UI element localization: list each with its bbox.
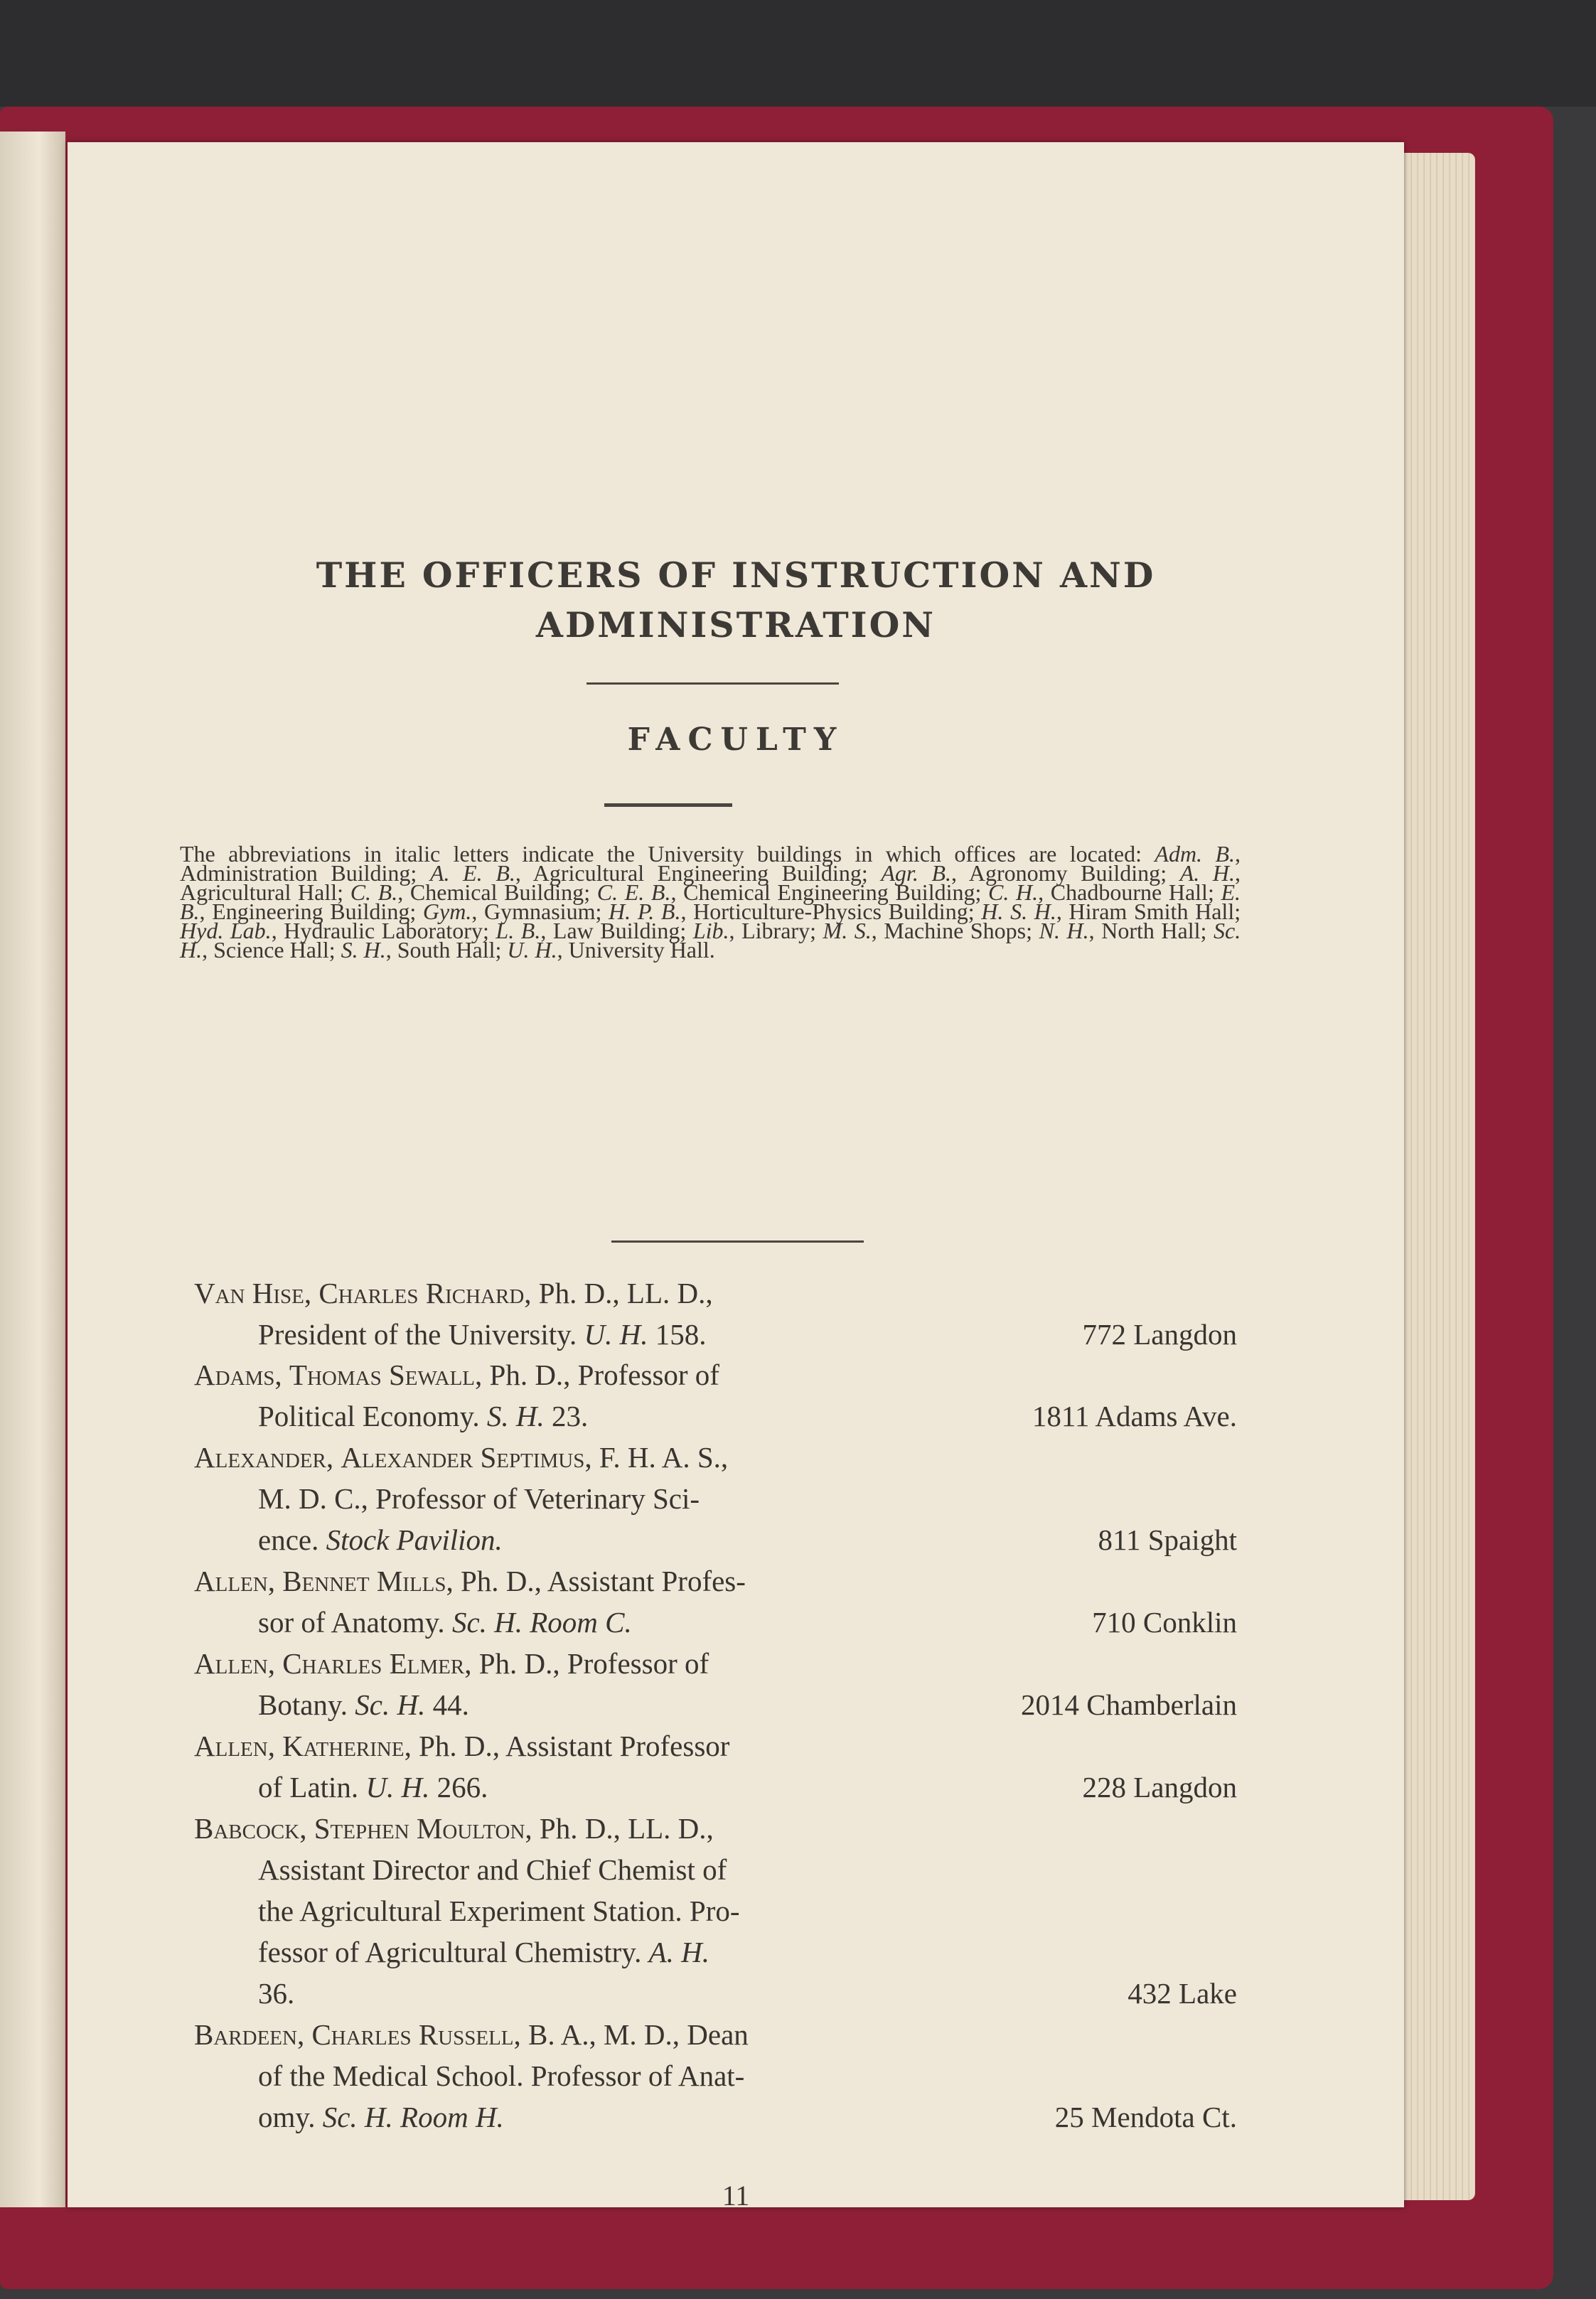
building-name: Gymnasium (484, 899, 596, 924)
intro-text: The abbreviations in italic letters indicate the University buildings in which offices are located: (180, 841, 1142, 867)
building-abbr: C. B. (350, 879, 398, 905)
surname: Allen (194, 1730, 268, 1762)
entry-text: omy. (258, 2101, 316, 2133)
office-building: A. H. (648, 1936, 710, 1968)
office-room: 44. (432, 1688, 469, 1721)
entry-text: ence. (258, 1523, 319, 1556)
office-building: Stock Pavilion. (326, 1523, 503, 1556)
building-name: Agronomy Building (968, 860, 1161, 886)
given-names: Thomas Sewall (289, 1358, 476, 1391)
surname: Allen (194, 1647, 268, 1680)
section-heading: FACULTY (627, 722, 845, 758)
building-name: Hiram Smith Hall (1069, 899, 1235, 924)
page-block-edges (1393, 153, 1475, 2200)
home-address: 1811 Adams Ave. (1032, 1400, 1237, 1432)
entry-text: of the Medical School. Professor of Anat- (258, 2059, 745, 2092)
surname: Allen (194, 1565, 268, 1597)
home-address: 2014 Chamberlain (1020, 1688, 1237, 1721)
entry-text: Political Economy. (258, 1400, 480, 1432)
building-abbr: S. H. (341, 937, 386, 963)
building-abbr: Adm. B. (1155, 841, 1235, 867)
building-abbr: L. B. (496, 918, 541, 943)
given-names: Katherine (282, 1730, 405, 1762)
building-abbr: A. H. (1179, 860, 1236, 886)
divider-rule-short (604, 803, 732, 807)
degrees-and-title: , B. A., M. D., Dean (513, 2018, 749, 2051)
office-building: U. H. (584, 1318, 648, 1351)
background-shadow (0, 0, 1596, 107)
given-names: Bennet Mills (282, 1565, 446, 1597)
page-number: 11 (722, 2180, 750, 2212)
building-name: Agricultural Hall (180, 879, 338, 905)
building-abbr: C. H. (988, 879, 1039, 905)
entry-text: of Latin. (258, 1771, 359, 1804)
office-room: 23. (551, 1400, 589, 1432)
given-names: Charles Richard (318, 1277, 525, 1309)
surname: Van Hise (194, 1277, 304, 1309)
building-name: Library (741, 918, 810, 943)
surname: Alexander (194, 1441, 326, 1474)
building-name: Law Building (552, 918, 680, 943)
office-room: 158. (655, 1318, 707, 1351)
home-address: 710 Conklin (1092, 1606, 1237, 1639)
office-building: Sc. H. Room H. (322, 2101, 504, 2133)
building-name: Horticulture-Physics Building (693, 899, 968, 924)
given-names: Stephen Moulton (314, 1812, 525, 1845)
divider-rule (587, 682, 839, 685)
building-name: Chemical Engineering Building (683, 879, 975, 905)
divider-rule (611, 1240, 864, 1243)
building-abbr: Sc. H. (180, 918, 1241, 963)
building-name: Chadbourne Hall (1050, 879, 1208, 905)
home-address: 25 Mendota Ct. (1054, 2101, 1237, 2133)
entry-text: Assistant Director and Chief Chemist of (258, 1853, 727, 1886)
degrees-and-title: , Ph. D., LL. D., (525, 1812, 714, 1845)
entry-text: Botany. (258, 1688, 348, 1721)
book-page: THE OFFICERS OF INSTRUCTION AND ADMINISTRATION FACULTY The abbreviations in italic letters indicate the University buildings in which offices are located: Adm. B., Administration Building; A. E. B., Agricultural Engineering Building; Agr. B., Agronomy Building; A. H., Agricultural Hall; C. B., Chemical Building; C. E. B., Chemical Engineering Building; C. H., Chadbourne Hall; E. B., Engineering Building; Gym., Gymnasium; H. P. B., Horticulture-Physics Building; H. S. H., Hiram Smith Hall; Hyd. Lab., Hydraulic Laboratory; L. B., Law Building; Lib., Library; M. S., Machine Shops; N. H., North Hall; Sc. H., Science Hall; S. H., South Hall; U. H., University Hall. Van Hise, Charles Richard, Ph. D., LL. D., President of the University. U. H. 158. 772 Langdon Adams, Thomas Sewall, Ph. D., Professor of Political Economy. S. H. 23. 1811 Adams Ave. Alexander, Alexander Septimus, F. H. A. S., M. D. C., Professor of Veterinary Sci- ence. Stock Pavilion. 811 Spaight Allen, Bennet Mills, Ph. D., Assistant Profes- sor of Anatomy. Sc. H. Room C. 710 Conklin Allen, Charles Elmer, Ph. D., Professor of Botany. Sc. H. 44. 2014 Chamberlain Allen, Katherine, Ph. D., Assistant Professor of Latin. U. H. 266. 228 Langdon Babcock, Stephen Moulton, Ph. D., LL. D., Assistant Director and Chief Chemist of the Agricultural Experiment Station. Pro- fessor of Agricultural Chemistry. A. H. 36. 432 Lake Bardeen, Charles Russell, B. A., M. D., Dean of the Medical School. Professor of Anat- omy. Sc. H. Room H. 25 Mendota Ct. 11 (68, 142, 1404, 2207)
home-address: 228 Langdon (1082, 1771, 1237, 1804)
building-name: Agricultural Engineering Building (532, 860, 862, 886)
degrees-and-title: , Ph. D., Assistant Professor (404, 1730, 730, 1762)
building-name: Hydraulic Laboratory (284, 918, 483, 943)
buildings-list: Adm. B., Administration Building; A. E. B., Agricultural Engineering Building; Agr. B., Agronomy Building; A. H., Agricultural Hall; C. B., Chemical Building; C. E. B., Chemical Engineering Building; C. H., Chadbourne Hall; E. B., Engineering Building; Gym., Gymnasium; H. P. B., Horticulture-Physics Building; H. S. H., Hiram Smith Hall; Hyd. Lab., Hydraulic Laboratory; L. B., Law Building; Lib., Library; M. S., Machine Shops; N. H., North Hall; Sc. H., Science Hall; S. H., South Hall; U. H., University Hall. (180, 841, 1241, 963)
building-abbr: Gym. (422, 899, 472, 924)
building-abbr: H. S. H. (981, 899, 1056, 924)
building-name: North Hall (1101, 918, 1201, 943)
building-name: Science Hall (213, 937, 329, 963)
office-building: U. H. (365, 1771, 430, 1804)
office-building: S. H. (486, 1400, 545, 1432)
home-address: 772 Langdon (1082, 1318, 1237, 1351)
building-name: University Hall (568, 937, 709, 963)
building-abbr: Hyd. Lab. (180, 918, 272, 943)
building-name: Administration Building (180, 860, 411, 886)
given-names: Charles Russell (311, 2018, 514, 2051)
surname: Adams (194, 1358, 275, 1391)
home-address: 432 Lake (1128, 1977, 1237, 2010)
building-abbr: C. E. B. (596, 879, 671, 905)
home-address: 811 Spaight (1098, 1523, 1237, 1556)
given-names: Charles Elmer (282, 1647, 465, 1680)
left-page-edge (0, 132, 65, 2207)
position: President of the University. (258, 1318, 577, 1351)
degrees-and-title: , Ph. D., Professor of (475, 1358, 719, 1391)
building-name: Engineering Building (212, 899, 410, 924)
entry-text: fessor of Agricultural Chemistry. (258, 1936, 642, 1968)
building-abbr: E. B. (180, 879, 1241, 924)
entry-text: the Agricultural Experiment Station. Pro- (258, 1895, 740, 1927)
building-name: South Hall (397, 937, 496, 963)
building-abbr: M. S. (823, 918, 872, 943)
building-abbr: N. H. (1039, 918, 1089, 943)
degrees-and-title: , F. H. A. S., (584, 1441, 729, 1474)
office-room: 266. (437, 1771, 488, 1804)
building-abbr: Agr. B. (881, 860, 951, 886)
building-abbr: H. P. B. (609, 899, 681, 924)
building-abbr: U. H. (507, 937, 557, 963)
surname: Bardeen (194, 2018, 297, 2051)
page-title-line2: ADMINISTRATION (535, 604, 936, 645)
degrees-and-title: , Ph. D., Assistant Profes- (446, 1565, 746, 1597)
degrees-and-title: , Ph. D., Professor of (464, 1647, 709, 1680)
office-building: Sc. H. Room C. (451, 1606, 632, 1639)
entry-text: 36. (258, 1977, 295, 2010)
degrees: , Ph. D., LL. D., (524, 1277, 713, 1309)
building-abbr: A. E. B. (429, 860, 515, 886)
office-building: Sc. H. (355, 1688, 426, 1721)
building-name: Machine Shops (884, 918, 1027, 943)
surname: Babcock (194, 1812, 300, 1845)
entry-text: sor of Anatomy. (258, 1606, 445, 1639)
abbreviations-paragraph (180, 841, 1241, 963)
building-abbr: Lib. (692, 918, 729, 943)
given-names: Alexander Septimus (341, 1441, 585, 1474)
building-name: Chemical Building (409, 879, 584, 905)
page-title-line1: THE OFFICERS OF INSTRUCTION AND (316, 554, 1156, 596)
entry-text: M. D. C., Professor of Veterinary Sci- (258, 1482, 700, 1515)
